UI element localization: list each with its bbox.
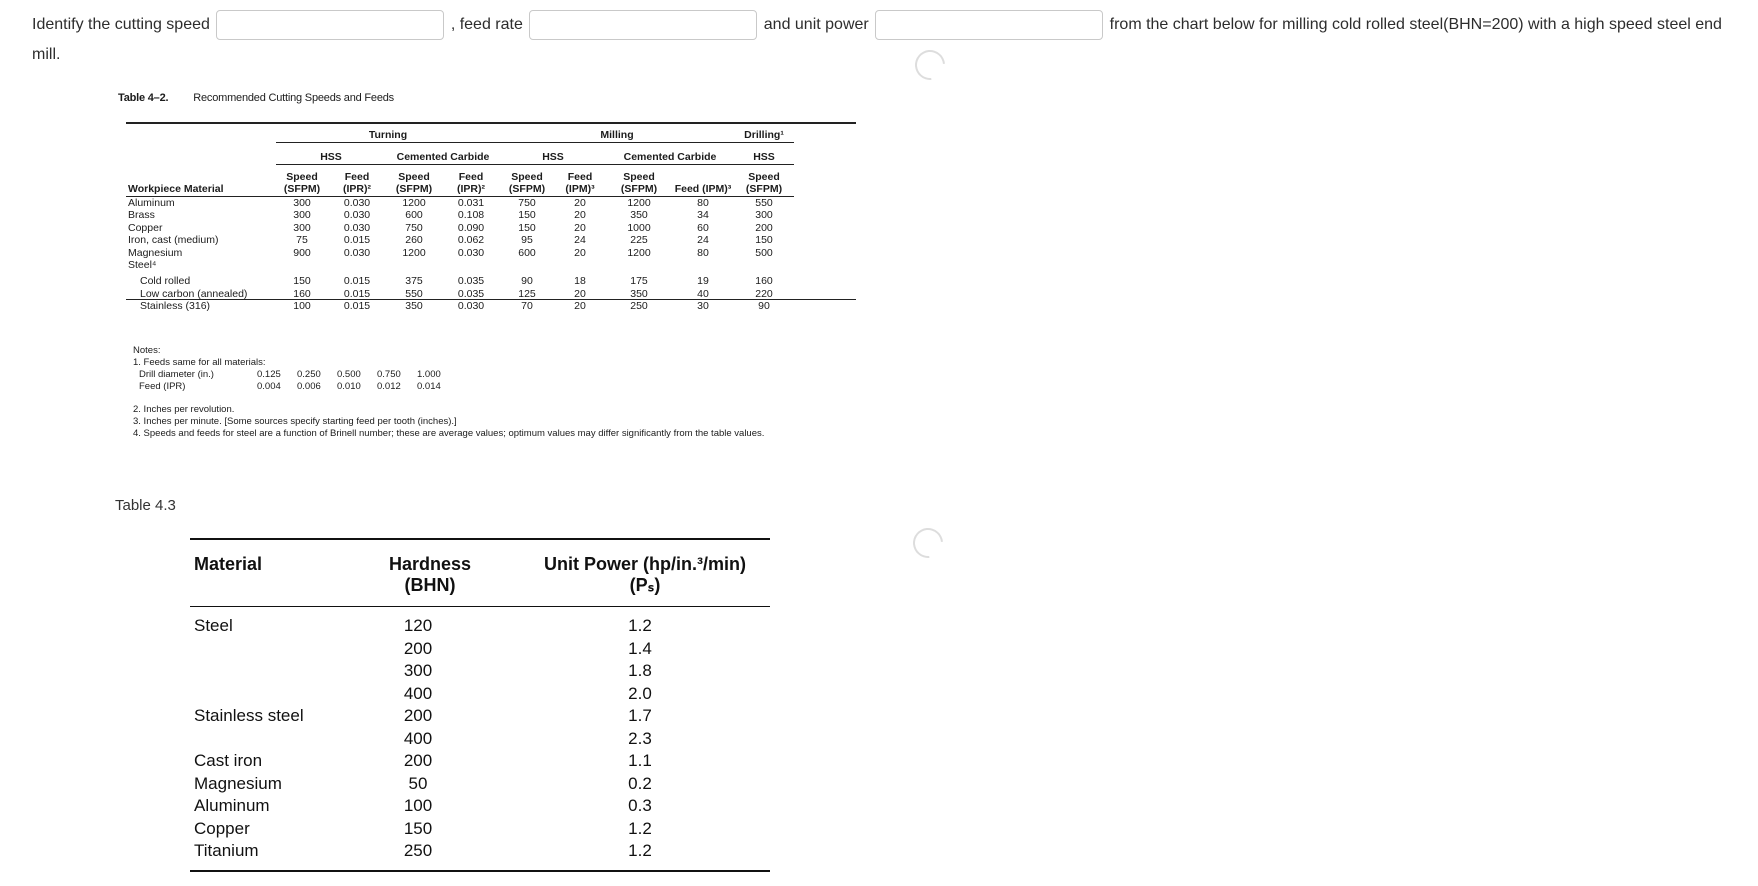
hardness-value: 250 bbox=[403, 841, 433, 860]
table-cell: 90 bbox=[521, 275, 533, 287]
table-cell: 200 bbox=[755, 221, 773, 234]
note-1: 1. Feeds same for all materials: bbox=[133, 357, 266, 368]
table-cell: 0.108 bbox=[457, 209, 485, 221]
hardness-value: 150 bbox=[403, 818, 433, 838]
unit-power-value: 1.2 bbox=[628, 616, 652, 635]
table-cell: 95 bbox=[521, 234, 533, 246]
table-4-3-header-rule bbox=[190, 606, 770, 607]
question-part-4: from the chart below for milling cold rolled steel(BHN=200) with a high speed steel end mill. bbox=[32, 16, 1722, 63]
table-cell: 70 bbox=[521, 300, 533, 312]
workpiece-material: Brass bbox=[128, 209, 155, 221]
table-cell: 0.015 bbox=[343, 275, 371, 287]
table-cell: 260 bbox=[405, 234, 423, 246]
table-cell: 100 bbox=[293, 300, 311, 312]
table-4-3-label: Table 4.3 bbox=[115, 497, 176, 514]
table-cell bbox=[500, 259, 554, 272]
unit-power-value: 2.0 bbox=[628, 683, 652, 703]
col-material: Material bbox=[194, 554, 263, 574]
table-cell: 0.030 bbox=[343, 209, 371, 221]
table-cell: 20 bbox=[574, 300, 586, 312]
table-cell: 80 bbox=[697, 196, 709, 209]
table-cell: 350 bbox=[405, 300, 423, 312]
table-cell: 300 bbox=[293, 196, 311, 209]
table-cell: 1200 bbox=[627, 196, 651, 209]
table-row bbox=[126, 272, 794, 288]
table-cell: 750 bbox=[518, 196, 536, 209]
workpiece-material: Iron, cast (medium) bbox=[128, 234, 219, 246]
unit-power-value: 1.7 bbox=[628, 706, 652, 725]
table-cell: 24 bbox=[697, 234, 709, 246]
table-cell: 0.030 bbox=[457, 300, 485, 312]
workpiece-material: Low carbon (annealed) bbox=[140, 287, 248, 300]
table-cell: 30 bbox=[697, 300, 709, 312]
unit-power-input[interactable] bbox=[875, 10, 1103, 40]
table-cell bbox=[442, 259, 500, 272]
hardness-value: 200 bbox=[403, 638, 433, 658]
feed-ipr-row bbox=[133, 381, 457, 393]
col-drill-speed: Speed (SFPM) bbox=[734, 164, 794, 196]
table-cell: 20 bbox=[574, 287, 586, 300]
table-cell: 550 bbox=[405, 287, 423, 300]
question-part-2: , feed rate bbox=[450, 16, 523, 34]
table-cell: 20 bbox=[574, 221, 586, 234]
table-cell: 0.030 bbox=[343, 196, 371, 209]
table-4-2-title: Recommended Cutting Speeds and Feeds bbox=[193, 92, 394, 104]
unit-power-value: 0.3 bbox=[628, 796, 652, 815]
table-cell bbox=[386, 259, 442, 272]
hardness-value: 200 bbox=[403, 751, 433, 770]
drilling-hss: HSS bbox=[734, 142, 794, 164]
table-cell: 1200 bbox=[402, 246, 426, 259]
drill-diameter-label: Drill diameter (in.) bbox=[139, 369, 214, 380]
unit-power-value: 1.1 bbox=[628, 751, 652, 770]
unit-power-value: 1.2 bbox=[628, 818, 652, 838]
workpiece-material: Stainless (316) bbox=[140, 300, 211, 312]
table-cell: 250 bbox=[630, 300, 648, 312]
table-4-3-bottom-rule bbox=[190, 870, 770, 872]
table-row bbox=[126, 196, 794, 209]
col-turn-hss-feed: Feed (IPR)² bbox=[328, 164, 386, 196]
table-cell: 1200 bbox=[402, 196, 426, 209]
table-cell: 0.015 bbox=[343, 234, 371, 246]
table-cell: 0.030 bbox=[343, 221, 371, 234]
table-cell: 300 bbox=[293, 221, 311, 234]
table-cell: 150 bbox=[518, 221, 536, 234]
workpiece-material: Cold rolled bbox=[140, 275, 191, 287]
hardness-value: 120 bbox=[403, 616, 433, 635]
workpiece-material: Steel⁴ bbox=[128, 259, 157, 271]
table-row bbox=[126, 259, 794, 272]
table-cell: 0.015 bbox=[343, 300, 371, 312]
unit-power-value: 1.2 bbox=[628, 841, 652, 860]
material-name: Copper bbox=[194, 818, 250, 838]
table-cell: 20 bbox=[574, 196, 586, 209]
notes-title: Notes: bbox=[133, 345, 161, 356]
feed-rate-input[interactable] bbox=[529, 10, 757, 40]
table-cell: 150 bbox=[755, 234, 773, 246]
table-cell: 160 bbox=[755, 275, 773, 287]
table-cell: 125 bbox=[518, 287, 536, 300]
table-4-2-notes bbox=[133, 345, 457, 393]
material-name: Steel bbox=[194, 616, 233, 635]
note-2: 2. Inches per revolution. bbox=[133, 404, 235, 415]
table-cell: 34 bbox=[697, 209, 709, 221]
table-cell: 19 bbox=[697, 275, 709, 287]
feed-value: 0.006 bbox=[297, 381, 321, 392]
feed-value: 0.010 bbox=[337, 381, 361, 392]
table-cell: 500 bbox=[755, 246, 773, 259]
col-mill-carb-speed: Speed (SFPM) bbox=[606, 164, 672, 196]
col-workpiece: Workpiece Material bbox=[126, 164, 276, 196]
question-text bbox=[32, 10, 1752, 69]
table-cell: 0.031 bbox=[457, 196, 485, 209]
table-4-2-image bbox=[118, 92, 858, 312]
table-cell: 600 bbox=[405, 209, 423, 221]
table-row bbox=[126, 222, 794, 235]
table-cell: 0.035 bbox=[457, 275, 485, 287]
table-cell: 175 bbox=[630, 275, 648, 287]
feed-value: 0.004 bbox=[257, 381, 281, 392]
table-row bbox=[126, 234, 794, 247]
table-cell: 220 bbox=[755, 287, 773, 300]
unit-power-value: 1.8 bbox=[628, 661, 652, 680]
table-cell: 18 bbox=[574, 275, 586, 287]
cutting-speed-input[interactable] bbox=[216, 10, 444, 40]
turning-hss: HSS bbox=[276, 142, 386, 164]
milling-carbide: Cemented Carbide bbox=[606, 142, 734, 164]
table-cell: 0.015 bbox=[343, 287, 371, 300]
drill-value: 0.750 bbox=[377, 369, 401, 380]
table-cell: 550 bbox=[755, 196, 773, 209]
table-cell: 600 bbox=[518, 246, 536, 259]
note-3: 3. Inches per minute. [Some sources specify starting feed per tooth (inches).] bbox=[133, 416, 457, 427]
group-drilling: Drilling¹ bbox=[734, 124, 794, 142]
table-cell: 75 bbox=[296, 234, 308, 246]
table-cell: 350 bbox=[630, 209, 648, 221]
workpiece-material: Aluminum bbox=[128, 196, 175, 209]
material-name: Titanium bbox=[194, 841, 259, 860]
table-cell: 150 bbox=[293, 275, 311, 287]
unit-power-value: 0.2 bbox=[628, 773, 652, 793]
drill-value: 0.250 bbox=[297, 369, 321, 380]
material-name: Stainless steel bbox=[194, 706, 304, 725]
table-cell: 1000 bbox=[627, 221, 651, 234]
table-cell bbox=[276, 259, 328, 272]
feed-value: 0.014 bbox=[417, 381, 441, 392]
table-cell: 60 bbox=[697, 221, 709, 234]
table-row bbox=[126, 300, 794, 313]
material-name: Aluminum bbox=[194, 796, 270, 815]
feed-value: 0.012 bbox=[377, 381, 401, 392]
table-cell: 0.030 bbox=[457, 246, 485, 259]
drill-value: 1.000 bbox=[417, 369, 441, 380]
workpiece-material: Copper bbox=[128, 221, 163, 234]
material-name: Magnesium bbox=[194, 773, 282, 793]
milling-hss: HSS bbox=[500, 142, 606, 164]
table-cell: 900 bbox=[293, 246, 311, 259]
table-cell bbox=[606, 259, 672, 272]
unit-power-value: 2.3 bbox=[628, 728, 652, 748]
col-unit-power: Unit Power (hp/in.³/min) (Pₛ) bbox=[544, 554, 746, 595]
material-name: Cast iron bbox=[194, 751, 263, 770]
hardness-value: 200 bbox=[403, 706, 433, 725]
table-row bbox=[126, 209, 794, 222]
hardness-value: 100 bbox=[403, 796, 433, 815]
question-part-3: and unit power bbox=[763, 16, 869, 34]
table-cell: 80 bbox=[697, 246, 709, 259]
col-turn-carb-speed: Speed (SFPM) bbox=[386, 164, 442, 196]
table-cell: 24 bbox=[574, 234, 586, 246]
workpiece-material: Magnesium bbox=[128, 246, 183, 259]
hardness-value: 300 bbox=[403, 661, 433, 680]
table-cell: 20 bbox=[574, 246, 586, 259]
table-cell: 0.090 bbox=[457, 221, 485, 234]
table-cell: 150 bbox=[518, 209, 536, 221]
table-cell: 750 bbox=[405, 221, 423, 234]
note-4: 4. Speeds and feeds for steel are a function of Brinell number; these are average values; optimum values may differ significantly from the table values. bbox=[133, 428, 765, 439]
table-cell: 0.062 bbox=[457, 234, 485, 246]
drill-value: 0.500 bbox=[337, 369, 361, 380]
table-cell: 350 bbox=[630, 287, 648, 300]
col-hardness: Hardness (BHN) bbox=[388, 554, 472, 595]
table-cell: 375 bbox=[405, 275, 423, 287]
table-4-2 bbox=[126, 124, 794, 313]
table-cell: 90 bbox=[758, 300, 770, 312]
unit-power-value: 1.4 bbox=[628, 638, 652, 658]
table-4-2-notes-continued bbox=[133, 404, 764, 440]
table-cell bbox=[734, 259, 794, 272]
hardness-value: 50 bbox=[408, 773, 428, 793]
table-4-2-number: Table 4–2. bbox=[118, 92, 169, 104]
drill-value: 0.125 bbox=[257, 369, 281, 380]
feed-ipr-label: Feed (IPR) bbox=[139, 381, 186, 392]
col-turn-carb-feed: Feed (IPR)² bbox=[442, 164, 500, 196]
table-cell: 0.030 bbox=[343, 246, 371, 259]
table-cell: 0.035 bbox=[457, 287, 485, 300]
table-4-2-caption bbox=[118, 92, 858, 104]
table-cell bbox=[672, 259, 734, 272]
table-4-3-top-rule bbox=[190, 538, 770, 540]
table-cell bbox=[554, 259, 606, 272]
table-row bbox=[126, 288, 794, 301]
drill-diameter-row bbox=[133, 369, 457, 381]
col-turn-hss-speed: Speed (SFPM) bbox=[276, 164, 328, 196]
hardness-value: 400 bbox=[403, 728, 433, 748]
table-row bbox=[126, 247, 794, 260]
table-cell: 160 bbox=[293, 287, 311, 300]
table-cell: 300 bbox=[293, 209, 311, 221]
hardness-value: 400 bbox=[403, 683, 433, 703]
table-cell: 20 bbox=[574, 209, 586, 221]
scan-artifact-circle bbox=[907, 522, 949, 564]
table-cell: 40 bbox=[697, 287, 709, 300]
col-mill-hss-speed: Speed (SFPM) bbox=[500, 164, 554, 196]
table-cell: 1200 bbox=[627, 246, 651, 259]
table-cell bbox=[328, 259, 386, 272]
turning-carbide: Cemented Carbide bbox=[386, 142, 500, 164]
group-milling: Milling bbox=[500, 124, 734, 142]
group-turning: Turning bbox=[276, 124, 500, 142]
table-cell: 225 bbox=[630, 234, 648, 246]
col-mill-hss-feed: Feed (IPM)³ bbox=[554, 164, 606, 196]
col-mill-carb-feed: Feed (IPM)³ bbox=[672, 164, 734, 196]
table-cell: 300 bbox=[755, 209, 773, 221]
question-part-1: Identify the cutting speed bbox=[32, 16, 210, 34]
